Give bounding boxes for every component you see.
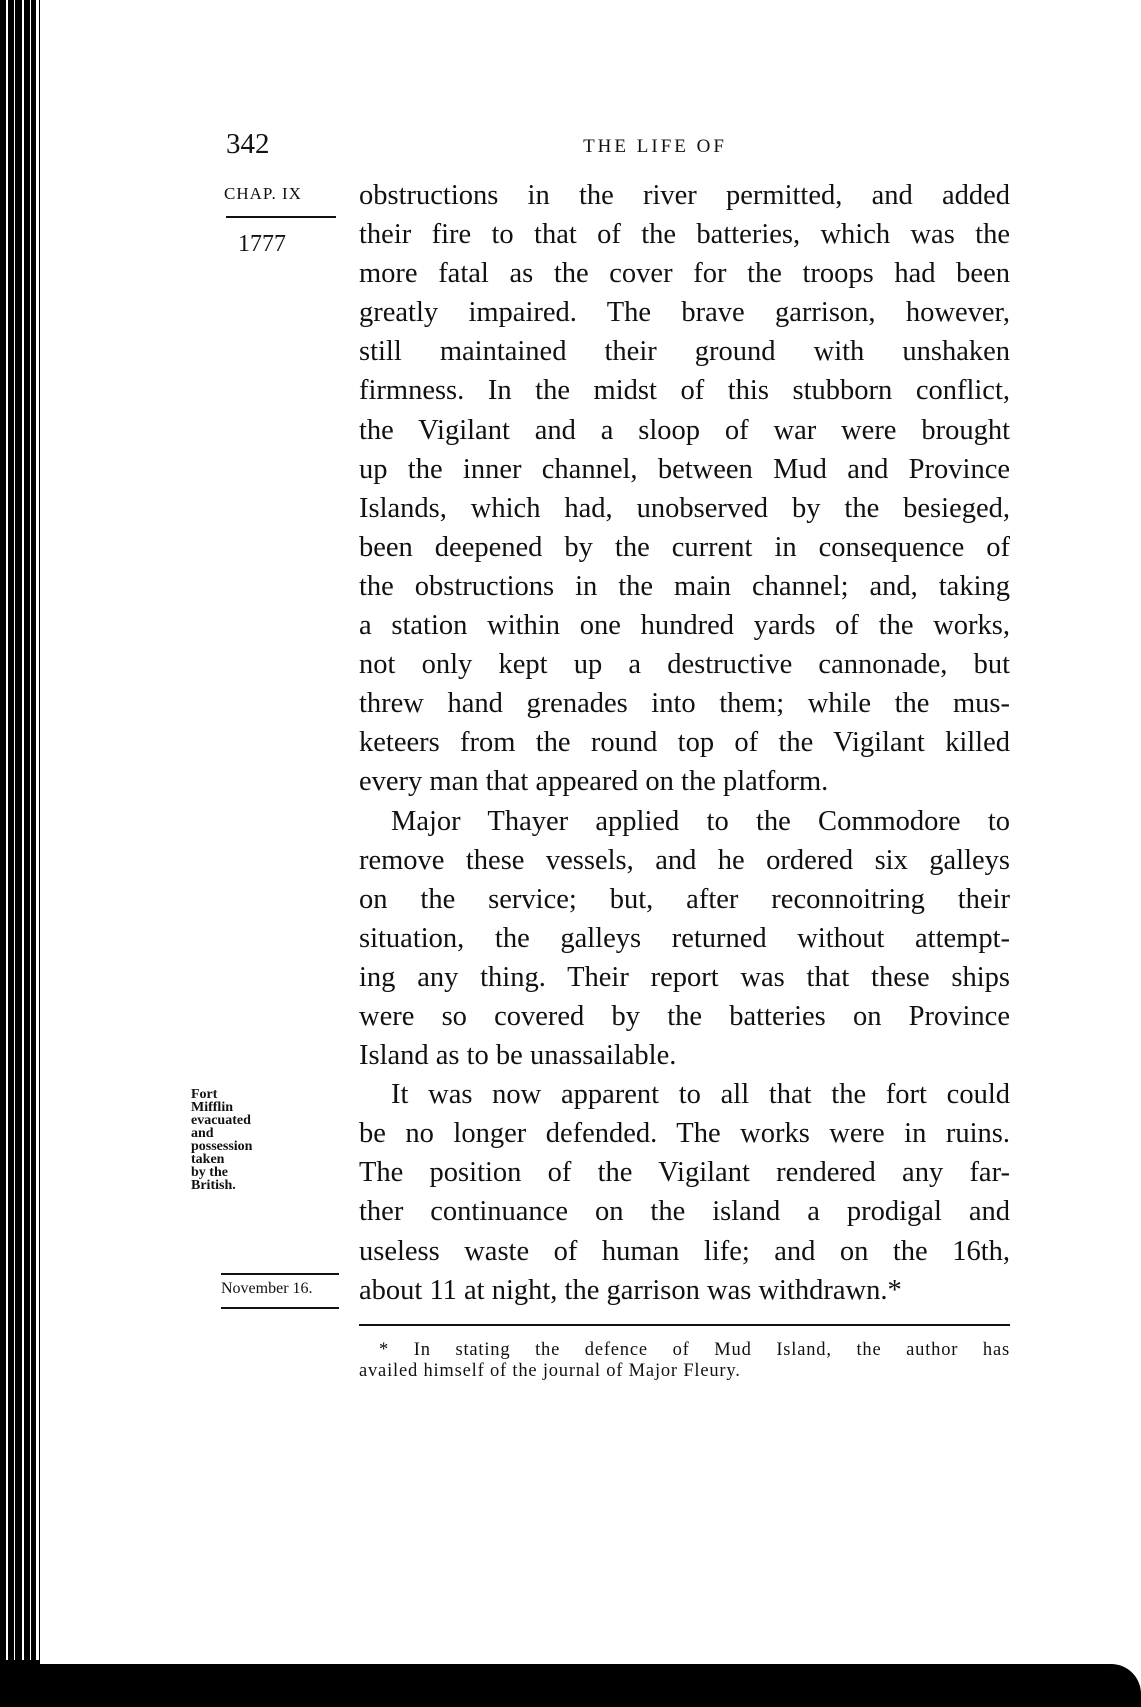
- margin-note-line: British.: [191, 1178, 236, 1193]
- footnote-rule: [359, 1324, 1010, 1326]
- margin-note-line: taken: [191, 1152, 225, 1167]
- text-line: the obstructions in the main channel; and, taking: [359, 570, 1010, 602]
- date-sidenote: November 16.: [221, 1280, 313, 1297]
- scan-border: [0, 1664, 1141, 1707]
- page-number: 342: [226, 128, 270, 160]
- text-line: about 11 at night, the garrison was withdrawn.*: [359, 1274, 902, 1306]
- text-line: a station within one hundred yards of the works,: [359, 610, 1010, 642]
- date-rule-bottom: [221, 1307, 339, 1309]
- text-line: more fatal as the cover for the troops had been: [359, 258, 1010, 290]
- text-line: been deepened by the current in consequence of: [359, 531, 1010, 563]
- margin-note-line: by the: [191, 1165, 228, 1180]
- text-line: on the service; but, after reconnoitring their: [359, 883, 1010, 915]
- text-line: every man that appeared on the platform.: [359, 766, 829, 798]
- book-binding-edge: [0, 0, 40, 1707]
- text-line: their fire to that of the batteries, which was the: [359, 219, 1010, 251]
- text-line: not only kept up a destructive cannonade, but: [359, 649, 1010, 681]
- text-line: It was now apparent to all that the fort could: [391, 1079, 1010, 1111]
- sidenote-rule: [226, 216, 336, 218]
- text-line: were so covered by the batteries on Province: [359, 1000, 1010, 1032]
- text-line: greatly impaired. The brave garrison, however,: [359, 297, 1010, 329]
- text-line: The position of the Vigilant rendered any far-: [359, 1157, 1010, 1189]
- margin-note-line: Fort: [191, 1087, 218, 1102]
- text-line: still maintained their ground with unshaken: [359, 336, 1010, 368]
- footnote-line: availed himself of the journal of Major Fleury.: [359, 1361, 741, 1381]
- year-sidenote: 1777: [238, 231, 286, 257]
- margin-note-line: possession: [191, 1139, 253, 1154]
- text-line: remove these vessels, and he ordered six galleys: [359, 844, 1010, 876]
- text-line: up the inner channel, between Mud and Province: [359, 453, 1010, 485]
- text-line: the Vigilant and a sloop of war were brought: [359, 414, 1010, 446]
- text-line: ing any thing. Their report was that these ships: [359, 961, 1010, 993]
- text-line: keteers from the round top of the Vigilant killed: [359, 727, 1010, 759]
- footnote-line: * In stating the defence of Mud Island, the author has: [379, 1340, 1010, 1360]
- margin-note-line: and: [191, 1126, 214, 1141]
- text-line: be no longer defended. The works were in ruins.: [359, 1118, 1010, 1150]
- margin-note: [191, 1088, 301, 1192]
- footnote: [359, 1340, 1010, 1382]
- chapter-sidenote: CHAP. IX: [224, 184, 302, 203]
- text-line: Major Thayer applied to the Commodore to: [391, 805, 1010, 837]
- text-line: situation, the galleys returned without attempt-: [359, 922, 1010, 954]
- margin-note-line: Mifflin: [191, 1100, 233, 1115]
- running-title: THE LIFE OF: [583, 136, 727, 157]
- date-rule-top: [221, 1273, 339, 1275]
- text-line: obstructions in the river permitted, and added: [359, 180, 1010, 211]
- text-line: threw hand grenades into them; while the mus-: [359, 688, 1010, 720]
- text-line: Island as to be unassailable.: [359, 1040, 677, 1072]
- body-text: [359, 176, 1010, 1310]
- text-line: Islands, which had, unobserved by the besieged,: [359, 492, 1010, 524]
- text-line: useless waste of human life; and on the 16th,: [359, 1235, 1010, 1267]
- margin-note-line: evacuated: [191, 1113, 251, 1128]
- text-line: firmness. In the midst of this stubborn conflict,: [359, 375, 1010, 407]
- text-line: ther continuance on the island a prodigal and: [359, 1196, 1010, 1228]
